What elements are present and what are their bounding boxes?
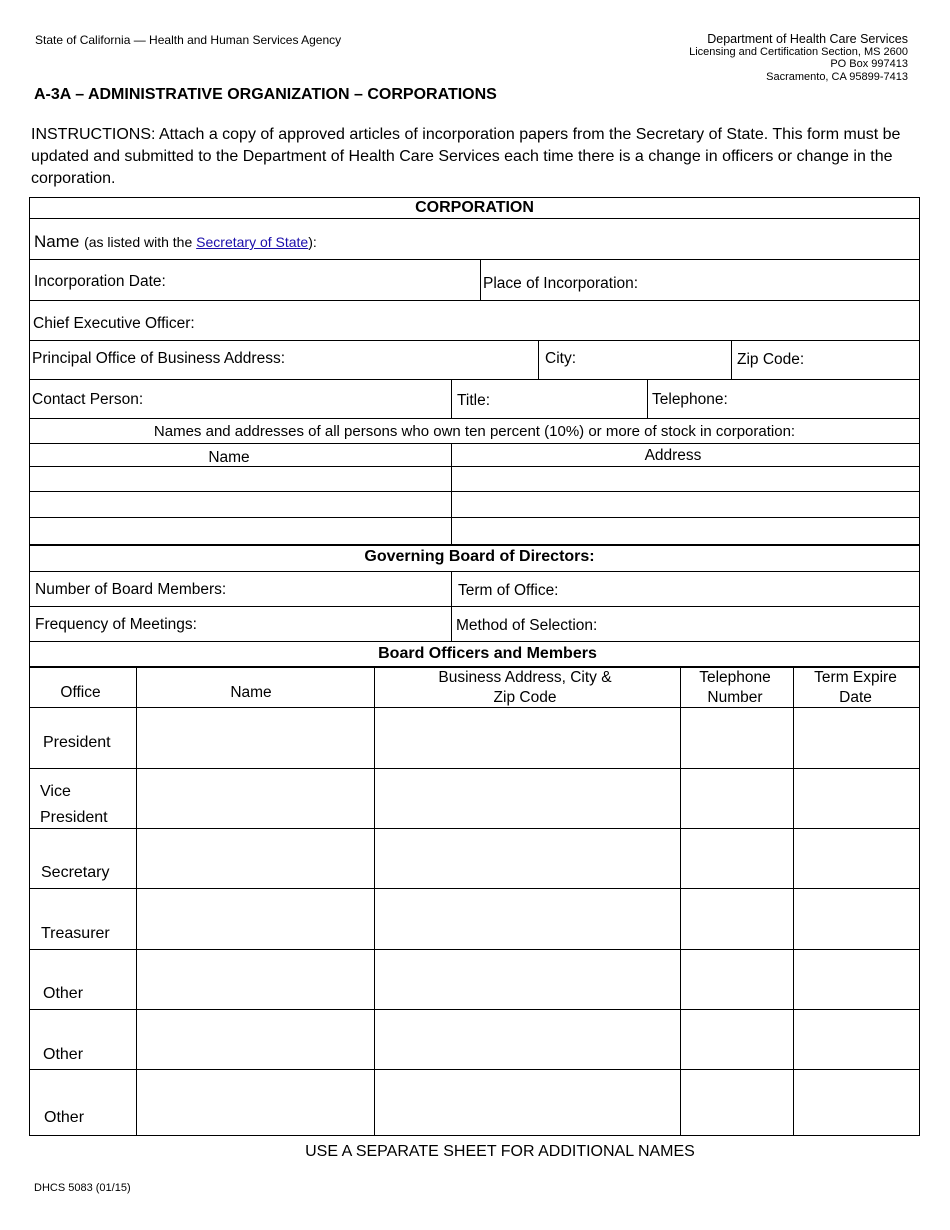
office-vice-president-line1: Vice <box>40 783 71 800</box>
corporation-heading: CORPORATION <box>415 199 534 216</box>
rule <box>29 491 920 492</box>
department-city: Sacramento, CA 95899-7413 <box>766 70 908 83</box>
rule <box>29 340 920 341</box>
col-telephone-line2: Number <box>707 689 763 706</box>
telephone-field[interactable]: Telephone: <box>652 391 728 408</box>
rule <box>29 1009 920 1010</box>
rule <box>29 517 920 518</box>
name-field[interactable] <box>34 232 317 252</box>
city-field[interactable]: City: <box>545 350 576 367</box>
term-of-office-field[interactable]: Term of Office: <box>458 582 559 599</box>
divider <box>451 379 452 418</box>
col-office: Office <box>60 684 101 701</box>
name-note-post: ): <box>308 234 317 250</box>
rule <box>29 606 920 607</box>
governing-board-heading: Governing Board of Directors: <box>364 548 595 565</box>
stock-col-address: Address <box>644 447 702 464</box>
page-title: A-3A – ADMINISTRATIVE ORGANIZATION – CORPORATIONS <box>34 86 497 103</box>
rule <box>29 300 920 301</box>
zip-code-field[interactable]: Zip Code: <box>737 351 805 368</box>
department-name: Department of Health Care Services <box>707 32 908 46</box>
stock-owners-heading: Names and addresses of all persons who own ten percent (10%) or more of stock in corporation: <box>153 423 796 440</box>
method-of-selection-field[interactable]: Method of Selection: <box>456 617 598 634</box>
rule <box>29 443 920 444</box>
rule <box>29 259 920 260</box>
office-president: President <box>43 734 111 751</box>
office-secretary: Secretary <box>41 864 110 881</box>
office-vice-president-line2: President <box>40 809 108 826</box>
place-of-incorporation-field[interactable]: Place of Incorporation: <box>483 275 639 292</box>
rule <box>29 888 920 889</box>
office-treasurer: Treasurer <box>41 925 110 942</box>
divider <box>793 666 794 1136</box>
rule <box>29 571 920 572</box>
ceo-field[interactable]: Chief Executive Officer: <box>33 315 195 332</box>
divider <box>731 340 732 379</box>
contact-person-field[interactable]: Contact Person: <box>32 391 144 408</box>
form-number: DHCS 5083 (01/15) <box>34 1182 131 1194</box>
num-board-members-field[interactable]: Number of Board Members: <box>35 581 227 598</box>
col-telephone-line1: Telephone <box>699 669 771 686</box>
agency-label: State of California — Health and Human Services Agency <box>35 33 342 47</box>
office-other-2: Other <box>43 1046 84 1063</box>
col-name: Name <box>230 684 272 701</box>
rule <box>29 544 920 546</box>
name-label: Name <box>34 232 80 251</box>
col-term-expire-line1: Term Expire <box>814 669 897 686</box>
rule <box>29 379 920 380</box>
col-term-expire <box>793 668 918 708</box>
rule <box>29 828 920 829</box>
incorporation-date-field[interactable]: Incorporation Date: <box>34 273 166 290</box>
col-telephone <box>680 668 790 708</box>
divider <box>680 666 681 1136</box>
rule <box>29 218 920 219</box>
additional-names-note: USE A SEPARATE SHEET FOR ADDITIONAL NAMES <box>305 1143 695 1160</box>
office-vice-president <box>40 779 108 831</box>
name-note-pre: (as listed with the <box>84 234 197 250</box>
department-section: Licensing and Certification Section, MS 2600 <box>689 45 908 58</box>
board-officers-heading: Board Officers and Members <box>378 645 597 662</box>
col-term-expire-line2: Date <box>839 689 872 706</box>
stock-col-name: Name <box>208 449 250 466</box>
divider <box>480 259 481 300</box>
divider <box>451 571 452 641</box>
rule <box>29 768 920 769</box>
department-address-block <box>689 33 908 83</box>
rule <box>29 949 920 950</box>
divider <box>538 340 539 379</box>
instructions-text: INSTRUCTIONS: Attach a copy of approved articles of incorporation papers from the Secretary of State. This form must be updated and submitted to the Department of Health Care Services each time there is a change in officers or change in the corporation. <box>31 126 901 187</box>
principal-office-field[interactable]: Principal Office of Business Address: <box>32 350 286 367</box>
col-business-address <box>374 668 676 708</box>
rule <box>29 641 920 642</box>
rule <box>29 1069 920 1070</box>
rule <box>29 418 920 419</box>
secretary-of-state-link[interactable]: Secretary of State <box>196 234 309 250</box>
office-other-1: Other <box>43 985 84 1002</box>
title-field[interactable]: Title: <box>457 392 491 409</box>
frequency-of-meetings-field[interactable]: Frequency of Meetings: <box>35 616 197 633</box>
divider <box>136 666 137 1136</box>
divider <box>374 666 375 1136</box>
col-business-address-line2: Zip Code <box>493 689 557 706</box>
col-business-address-line1: Business Address, City & <box>438 669 612 686</box>
department-po-box: PO Box 997413 <box>830 58 908 70</box>
office-other-3: Other <box>44 1109 85 1126</box>
divider <box>647 379 648 418</box>
